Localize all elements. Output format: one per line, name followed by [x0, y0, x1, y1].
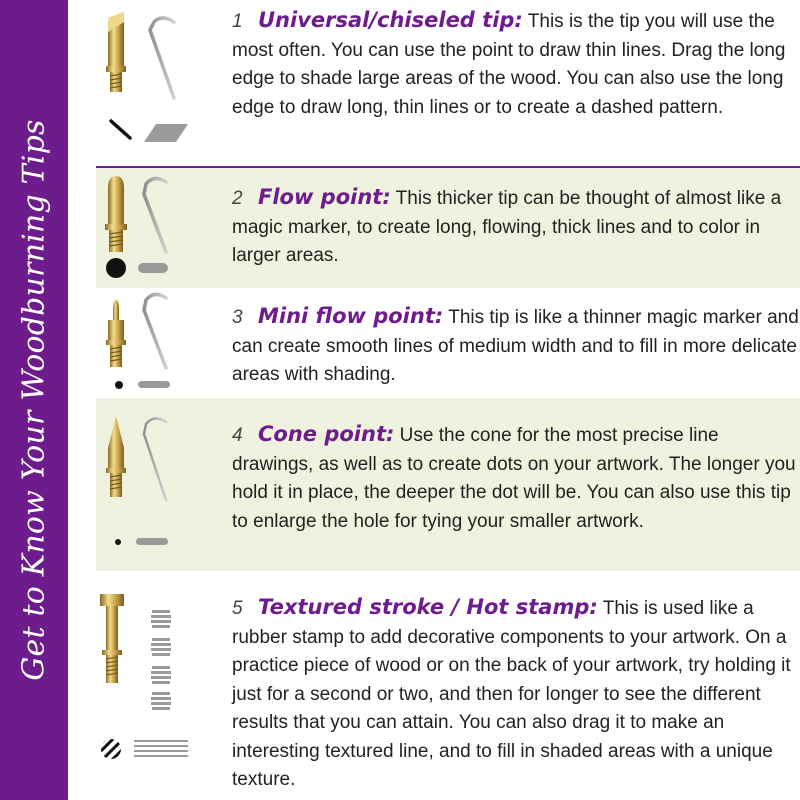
tip-4-illustration	[100, 412, 230, 562]
tip-3-description: This tip is like a thinner magic marker and can create smooth lines of medium width and to fill in more delicate areas with shading.	[232, 307, 799, 385]
hatched-circle-mark-icon	[98, 736, 124, 762]
tip-4-heading: Cone point:	[258, 422, 395, 446]
thin-line-mark-icon	[108, 118, 134, 144]
shaded-parallelogram-mark-icon	[142, 122, 192, 146]
hot-stamp-tip-icon	[96, 590, 130, 690]
tip-2-heading: Flow point:	[258, 185, 391, 209]
tip-2-number: 2	[232, 188, 243, 209]
sidebar	[0, 0, 68, 800]
tip-3-illustration	[100, 292, 230, 396]
striped-circles-mark-icon	[148, 608, 178, 712]
wire-hook-icon	[136, 176, 176, 260]
tip-4-description: Use the cone for the most precise line drawings, as well as to create dots on your artwork. The longer you hold it in place, the deeper the dot will be. You can also use this tip to enlarge the hole for tying your smaller artwork.	[232, 425, 796, 532]
tip-1-entry	[232, 6, 800, 122]
small-dot-mark-icon	[112, 378, 126, 392]
tip-4-entry	[232, 420, 800, 536]
tip-5-illustration	[96, 590, 230, 770]
tip-2-description: This thicker tip can be thought of almost like a magic marker, to create long, flowing, thick lines and to color in larger areas.	[232, 188, 782, 266]
wire-hook-icon	[136, 292, 176, 376]
wire-hook-icon	[140, 14, 180, 104]
tip-1-heading: Universal/chiseled tip:	[258, 8, 523, 32]
tip-5-entry	[232, 593, 800, 795]
tip-3-number: 3	[232, 307, 243, 328]
tip-4-number: 4	[232, 425, 243, 446]
cone-point-tip-icon	[100, 412, 134, 502]
medium-line-mark-icon	[134, 536, 170, 548]
parallel-lines-mark-icon	[132, 738, 192, 762]
tip-1-illustration	[100, 8, 230, 158]
tip-5-heading: Textured stroke / Hot stamp:	[258, 595, 598, 619]
sidebar-title: Get to Know Your Woodburning Tips	[16, 119, 52, 681]
thick-line-mark-icon	[136, 260, 170, 276]
mini-flow-point-tip-icon	[100, 292, 134, 372]
large-dot-mark-icon	[104, 256, 128, 280]
tip-2-entry	[232, 183, 800, 271]
tip-5-number: 5	[232, 598, 243, 619]
tip-1-description: This is the tip you will use the most often. You can use the point to draw thin lines. Drag the long edge to shade large areas of the wood. You can also use the long edge to draw long, thin lines or to create a dashed pattern.	[232, 11, 786, 118]
tip-3-heading: Mini flow point:	[258, 304, 444, 328]
tip-5-description: This is used like a rubber stamp to add decorative components to your artwork. On a practice piece of wood or on the back of your artwork, try holding it just for a second or two, and then for longer to see the different results that you can attain. You can also drag it to make an interesting textured line, and to fill in shaded areas with a unique texture.	[232, 598, 791, 790]
tip-3-entry	[232, 302, 800, 390]
medium-line-mark-icon	[136, 379, 172, 391]
tip-2-illustration	[100, 172, 230, 284]
tip-1-number: 1	[232, 11, 243, 32]
tiny-dot-mark-icon	[112, 536, 124, 548]
flow-point-tip-icon	[100, 172, 134, 256]
wire-hook-icon	[136, 416, 176, 506]
